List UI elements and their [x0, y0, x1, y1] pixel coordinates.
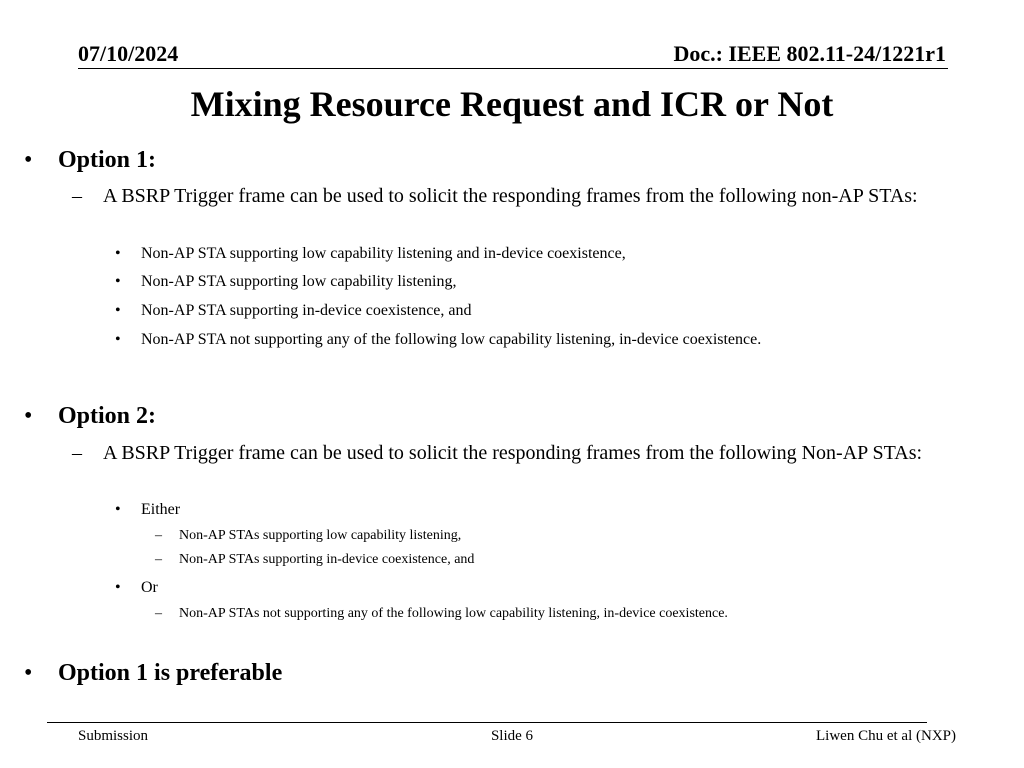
option1-heading-item — [24, 146, 156, 174]
option2-or-sub-text: Non-AP STAs not supporting any of the following low capability listening, in-device coexistence. — [179, 606, 728, 621]
dash-marker: – — [155, 552, 162, 567]
option1-heading: Option 1: — [58, 147, 157, 173]
option2-heading-item — [24, 402, 156, 430]
option1-item-1 — [115, 244, 626, 264]
option2-or-item — [115, 578, 158, 598]
option1-item-4 — [115, 330, 761, 350]
dash-marker: – — [72, 185, 82, 207]
bullet-marker: • — [115, 331, 121, 348]
option1-sub-text: A BSRP Trigger frame can be used to solicit the responding frames from the following non-AP STAs: — [103, 185, 918, 207]
footer-rule — [47, 722, 927, 723]
option2-either-sub-2 — [155, 551, 474, 569]
option2-sub-text: A BSRP Trigger frame can be used to solicit the responding frames from the following Non-AP STAs: — [103, 442, 923, 464]
option2-sub-item — [72, 441, 983, 465]
slide-title: Mixing Resource Request and ICR or Not — [190, 84, 834, 124]
option2-either-sub-text: Non-AP STAs supporting low capability listening, — [179, 528, 462, 543]
bullet-marker: • — [115, 302, 121, 319]
option2-or-sub-1 — [155, 605, 728, 623]
bullet-marker: • — [115, 501, 121, 518]
footer-slide-number: Slide 6 — [490, 728, 534, 744]
option2-either-sub-text: Non-AP STAs supporting in-device coexistence, and — [179, 552, 475, 567]
bullet-marker: • — [24, 660, 33, 686]
dash-marker: – — [155, 528, 162, 543]
option2-either-sub-1 — [155, 527, 461, 545]
bullet-marker: • — [115, 273, 121, 290]
header-doc-number: Doc.: IEEE 802.11-24/1221r1 — [673, 41, 946, 66]
bullet-marker: • — [115, 245, 121, 262]
conclusion-text: Option 1 is preferable — [58, 660, 283, 686]
conclusion-item — [24, 659, 282, 687]
option2-heading: Option 2: — [58, 403, 157, 429]
option2-or-text: Or — [141, 579, 158, 596]
header-rule — [78, 68, 948, 69]
dash-marker: – — [155, 606, 162, 621]
bullet-marker: • — [24, 147, 33, 173]
option1-item-text: Non-AP STA supporting low capability listening and in-device coexistence, — [141, 245, 626, 262]
footer-author: Liwen Chu et al (NXP) — [816, 728, 956, 744]
option1-item-text: Non-AP STA not supporting any of the following low capability listening, in-device coexistence. — [141, 331, 762, 348]
option1-item-text: Non-AP STA supporting low capability listening, — [141, 273, 457, 290]
option1-item-2 — [115, 272, 456, 292]
bullet-marker: • — [24, 403, 33, 429]
option1-item-text: Non-AP STA supporting in-device coexistence, and — [141, 302, 472, 319]
header-date: 07/10/2024 — [78, 41, 179, 66]
dash-marker: – — [72, 442, 82, 464]
footer-submission: Submission — [78, 728, 149, 744]
option2-either-item — [115, 500, 180, 520]
option1-item-3 — [115, 301, 472, 321]
option2-either-text: Either — [141, 501, 181, 518]
bullet-marker: • — [115, 579, 121, 596]
option1-sub-item — [72, 184, 983, 208]
